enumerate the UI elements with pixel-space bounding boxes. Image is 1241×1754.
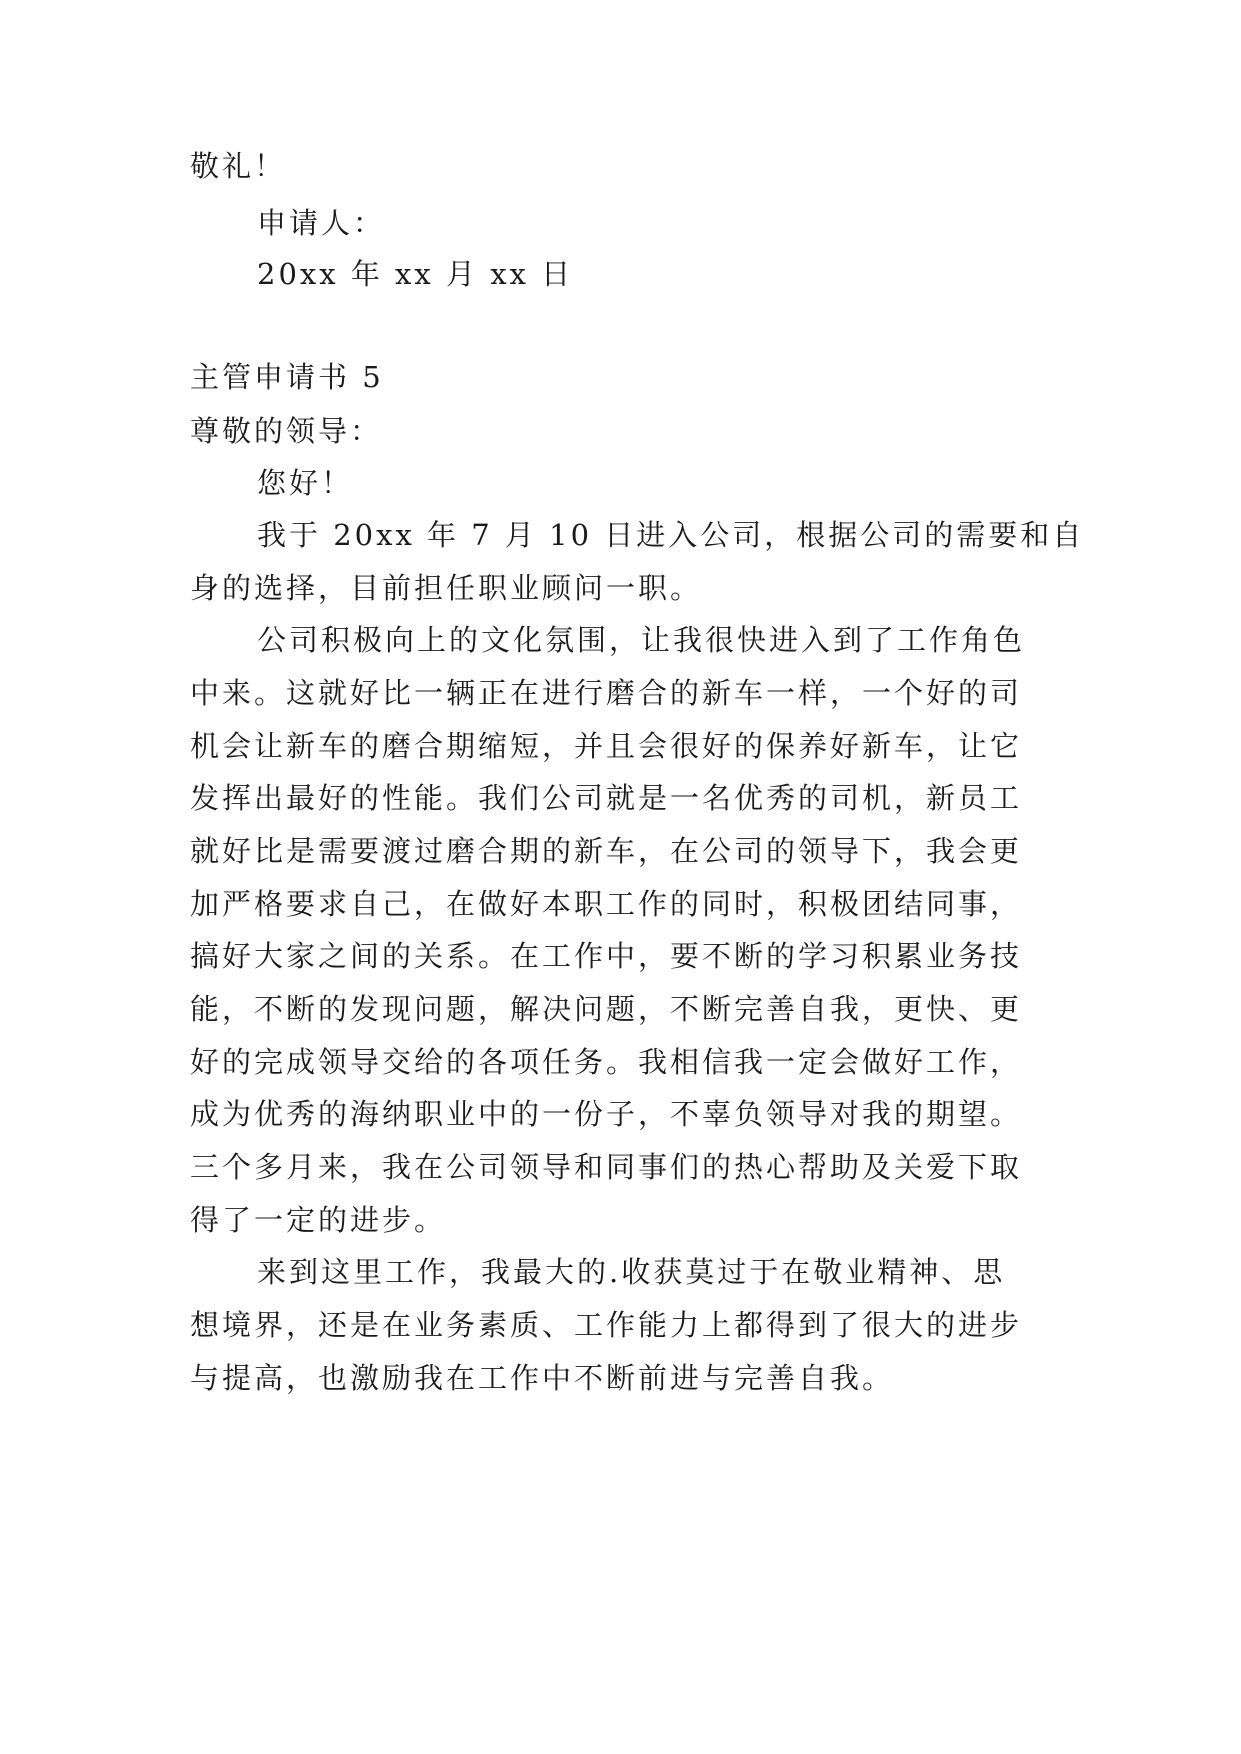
paragraph-line: 好的完成领导交给的各项任务。我相信我一定会做好工作，: [190, 1045, 1023, 1079]
paragraph-line: 得了一定的进步。: [190, 1203, 447, 1237]
letter-recipient: 尊敬的领导：: [190, 414, 383, 448]
letter-title: 主管申请书 5: [190, 360, 384, 394]
paragraph-line: 我于 20xx 年 7 月 10 日进入公司，根据公司的需要和自: [257, 518, 1085, 552]
paragraph-line: 加严格要求自己，在做好本职工作的同时，积极团结同事，: [190, 887, 1023, 921]
closing-salutation: 敬礼！: [190, 149, 287, 183]
paragraph-line: 与提高，也激励我在工作中不断前进与完善自我。: [190, 1361, 895, 1395]
paragraph-line: 搞好大家之间的关系。在工作中，要不断的学习积累业务技: [190, 939, 1023, 973]
paragraph-line: 就好比是需要渡过磨合期的新车，在公司的领导下，我会更: [190, 834, 1023, 868]
letter-date: 20xx 年 xx 月 xx 日: [257, 257, 574, 291]
paragraph-line: 成为优秀的海纳职业中的一份子，不辜负领导对我的期望。: [190, 1097, 1023, 1131]
paragraph-line: 中来。这就好比一辆正在进行磨合的新车一样，一个好的司: [190, 676, 1023, 710]
paragraph-line: 公司积极向上的文化氛围，让我很快进入到了工作角色: [257, 623, 1026, 657]
paragraph-line: 想境界，还是在业务素质、工作能力上都得到了很大的进步: [190, 1308, 1023, 1342]
paragraph-line: 身的选择，目前担任职业顾问一职。: [190, 571, 703, 605]
paragraph-line: 三个多月来，我在公司领导和同事们的热心帮助及关爱下取: [190, 1150, 1023, 1184]
letter-greeting: 您好！: [257, 466, 354, 500]
applicant-signature-label: 申请人：: [257, 206, 386, 240]
paragraph-line: 机会让新车的磨合期缩短，并且会很好的保养好新车，让它: [190, 729, 1023, 763]
paragraph-line: 发挥出最好的性能。我们公司就是一名优秀的司机，新员工: [190, 781, 1023, 815]
paragraph-line: 来到这里工作，我最大的.收获莫过于在敬业精神、思: [257, 1255, 1006, 1289]
paragraph-line: 能，不断的发现问题，解决问题，不断完善自我，更快、更: [190, 992, 1023, 1026]
